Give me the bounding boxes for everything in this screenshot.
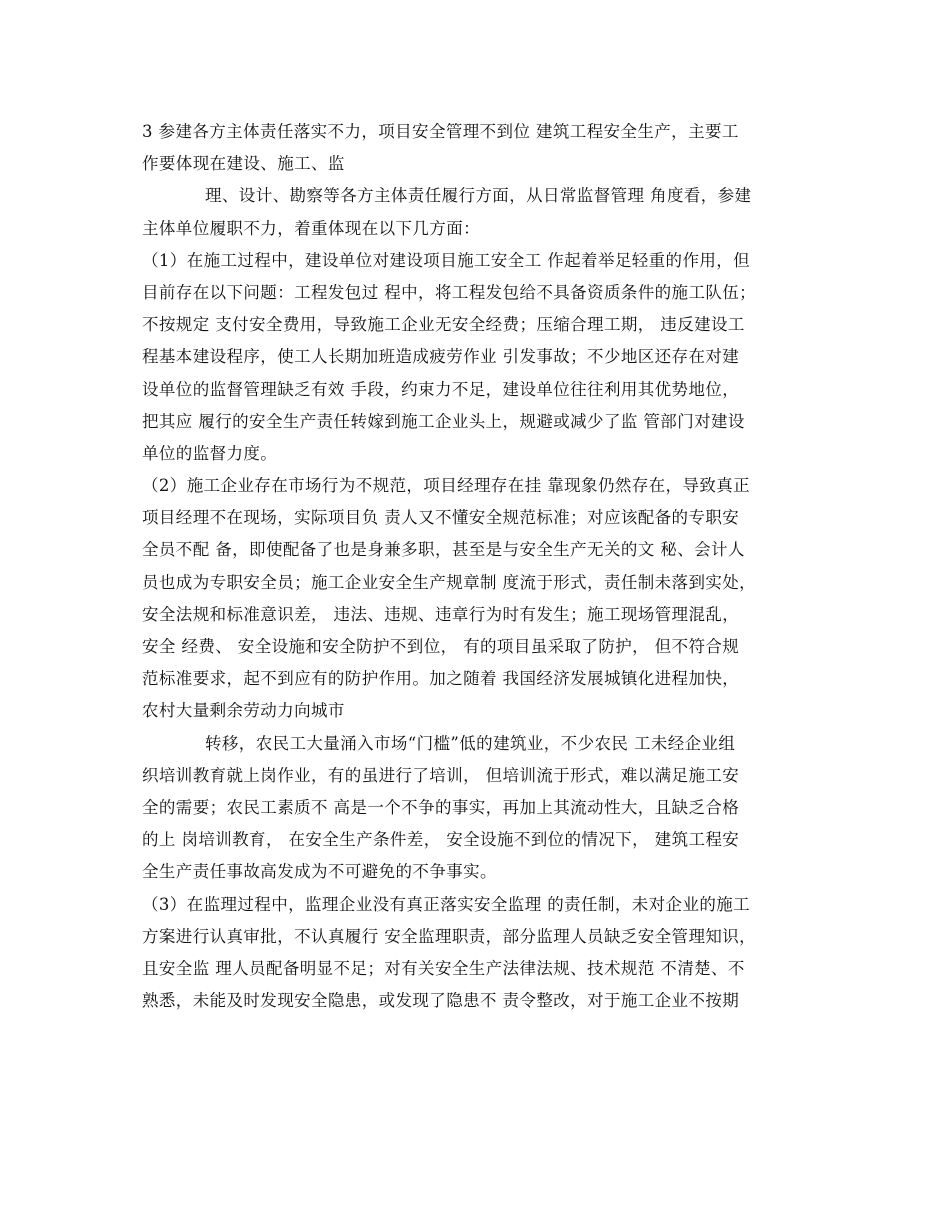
text-line: （3）在监理过程中，监理企业没有真正落实安全监理 的责任制，未对企业的施工 bbox=[142, 894, 751, 914]
text-line: 安全 经费、 安全设施和安全防护不到位， 有的项目虽采取了防护， 但不符合规 bbox=[142, 637, 740, 656]
text-line: 范标准要求，起不到应有的防护作用。加之随着 我国经济发展城镇化进程加快， bbox=[142, 669, 740, 689]
text-line: 单位的监督力度。 bbox=[142, 443, 278, 463]
text-line: 方案进行认真审批，不认真履行 安全监理职责，部分监理人员缺乏安全管理知识， bbox=[142, 926, 757, 946]
text-line: 不按规定 支付安全费用，导致施工企业无安全经费；压缩合理工期， 违反建设工 bbox=[142, 315, 745, 335]
text-line: 全的需要；农民工素质不 高是一个不争的事实，再加上其流动性大，且缺乏合格 bbox=[142, 797, 740, 817]
text-line: 3 参建各方主体责任落实不力，项目安全管理不到位 建筑工程安全生产，主要工 bbox=[142, 122, 739, 141]
text-line: 程基本建设程序，使工人长期加班造成疲劳作业 引发事故；不少地区还存在对建 bbox=[142, 347, 740, 367]
paragraph-5 bbox=[142, 728, 820, 889]
text-line: 主体单位履职不力，着重体现在以下几方面： bbox=[142, 218, 480, 238]
text-line: 作要体现在建设、施工、监 bbox=[142, 154, 345, 174]
paragraph-3 bbox=[142, 245, 820, 470]
text-line: 安全法规和标准意识差， 违法、违规、违章行为时有发生；施工现场管理混乱， bbox=[142, 604, 740, 624]
paragraph-6 bbox=[142, 889, 820, 1018]
text-line: （2）施工企业存在市场行为不规范，项目经理存在挂 靠现象仍然存在，导致真正 bbox=[142, 476, 751, 496]
text-line: 织培训教育就上岗作业，有的虽进行了培训， 但培训流于形式，难以满足施工安 bbox=[142, 765, 740, 785]
text-line: 项目经理不在现场，实际项目负 责人又不懂安全规范标准；对应该配备的专职安 bbox=[142, 508, 740, 528]
text-line: 熟悉，未能及时发现安全隐患，或发现了隐患不 责令整改，对于施工企业不按期 bbox=[142, 991, 740, 1011]
paragraph-4 bbox=[142, 470, 820, 728]
text-line: 农村大量剩余劳动力向城市 bbox=[142, 701, 345, 721]
text-line: （1）在施工过程中，建设单位对建设项目施工安全工 作起着举足轻重的作用，但 bbox=[142, 250, 751, 270]
paragraph-1 bbox=[142, 116, 820, 180]
text-line: 的上 岗培训教育， 在安全生产条件差， 安全设施不到位的情况下， 建筑工程安 bbox=[142, 830, 740, 850]
text-line: 设单位的监督管理缺乏有效 手段，约束力不足，建设单位往往利用其优势地位， bbox=[142, 379, 740, 399]
text-line: 全生产责任事故高发成为不可避免的不争事实。 bbox=[142, 862, 497, 882]
text-line: 目前存在以下问题：工程发包过 程中，将工程发包给不具备资质条件的施工队伍； bbox=[142, 282, 757, 302]
text-line: 员也成为专职安全员；施工企业安全生产规章制 度流于形式，责任制未落到实处， bbox=[142, 572, 757, 592]
text-line: 转移，农民工大量涌入市场“门槛”低的建筑业，不少农民 工未经企业组 bbox=[205, 733, 736, 753]
paragraph-2 bbox=[142, 180, 820, 244]
text-line: 且安全监 理人员配备明显不足；对有关安全生产法律法规、技术规范 不清楚、不 bbox=[142, 958, 745, 978]
text-line: 把其应 履行的安全生产责任转嫁到施工企业头上，规避或减少了监 管部门对建设 bbox=[142, 411, 745, 431]
text-line: 理、设计、勘察等各方主体责任履行方面，从日常监督管理 角度看，参建 bbox=[205, 186, 752, 206]
text-line: 全员不配 备，即使配备了也是身兼多职，甚至是与安全生产无关的文 秘、会计人 bbox=[142, 540, 745, 560]
